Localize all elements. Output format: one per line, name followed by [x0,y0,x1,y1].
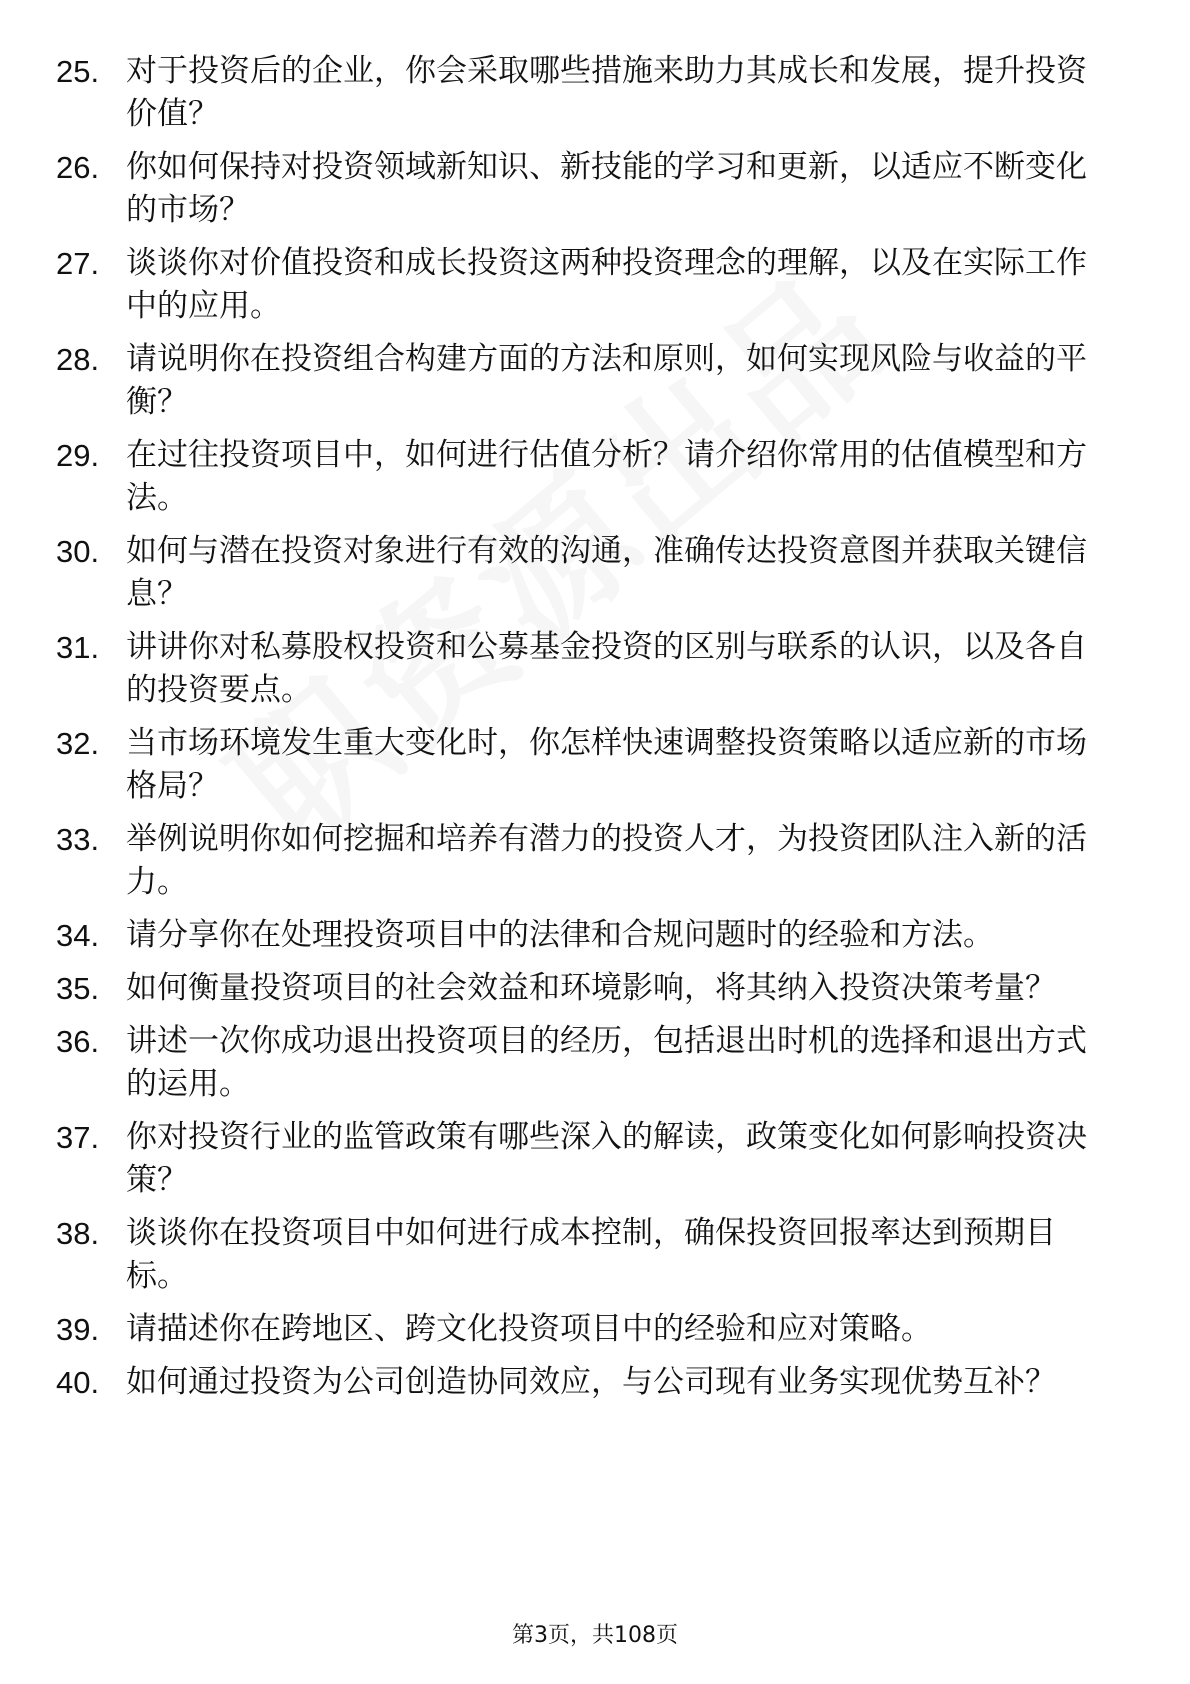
question-item [56,967,1116,1010]
page-footer: 第3页，共108页 [512,1623,678,1648]
question-item [56,1212,1116,1298]
question-text: 请说明你在投资组合构建方面的方法和原则，如何实现风险与收益的平衡？ [126,341,1087,420]
question-number: 30. [56,534,100,569]
question-number: 32. [56,726,100,761]
question-number: 25. [56,54,100,89]
question-text: 请描述你在跨地区、跨文化投资项目中的经验和应对策略。 [126,1311,932,1347]
question-item [56,1308,1116,1351]
question-text: 举例说明你如何挖掘和培养有潜力的投资人才，为投资团队注入新的活力。 [126,821,1087,900]
question-text: 讲讲你对私募股权投资和公募基金投资的区别与联系的认识，以及各自的投资要点。 [126,629,1087,708]
question-item [56,722,1116,808]
question-number: 27. [56,246,100,281]
question-text: 如何与潜在投资对象进行有效的沟通，准确传达投资意图并获取关键信息？ [126,533,1087,612]
question-text: 在过往投资项目中，如何进行估值分析？请介绍你常用的估值模型和方法。 [126,437,1087,516]
question-number: 37. [56,1120,100,1155]
question-text: 请分享你在处理投资项目中的法律和合规问题时的经验和方法。 [126,917,994,953]
question-text: 如何通过投资为公司创造协同效应，与公司现有业务实现优势互补？ [126,1364,1056,1400]
question-text: 如何衡量投资项目的社会效益和环境影响，将其纳入投资决策考量？ [126,970,1056,1006]
question-item [56,146,1116,232]
question-item [56,1361,1116,1404]
question-text: 对于投资后的企业，你会采取哪些措施来助力其成长和发展，提升投资价值？ [126,53,1087,132]
question-text: 谈谈你在投资项目中如何进行成本控制，确保投资回报率达到预期目标。 [126,1215,1056,1294]
question-item [56,626,1116,712]
question-item [56,434,1116,520]
question-number: 38. [56,1216,100,1251]
question-number: 29. [56,438,100,473]
question-text: 你如何保持对投资领域新知识、新技能的学习和更新，以适应不断变化的市场？ [126,149,1087,228]
question-item [56,50,1116,136]
question-number: 40. [56,1365,100,1400]
question-item [56,818,1116,904]
question-item [56,242,1116,328]
question-number: 39. [56,1312,100,1347]
question-text: 谈谈你对价值投资和成长投资这两种投资理念的理解，以及在实际工作中的应用。 [126,245,1087,324]
question-number: 33. [56,822,100,857]
question-number: 28. [56,342,100,377]
question-item [56,1116,1116,1202]
question-number: 36. [56,1024,100,1059]
question-item [56,530,1116,616]
question-number: 34. [56,918,100,953]
question-list [56,50,1116,1414]
question-text: 讲述一次你成功退出投资项目的经历，包括退出时机的选择和退出方式的运用。 [126,1023,1087,1102]
question-item [56,914,1116,957]
question-item [56,338,1116,424]
question-number: 26. [56,150,100,185]
question-number: 31. [56,630,100,665]
question-text: 你对投资行业的监管政策有哪些深入的解读，政策变化如何影响投资决策？ [126,1119,1087,1198]
question-item [56,1020,1116,1106]
question-number: 35. [56,971,100,1006]
question-text: 当市场环境发生重大变化时，你怎样快速调整投资策略以适应新的市场格局？ [126,725,1087,804]
